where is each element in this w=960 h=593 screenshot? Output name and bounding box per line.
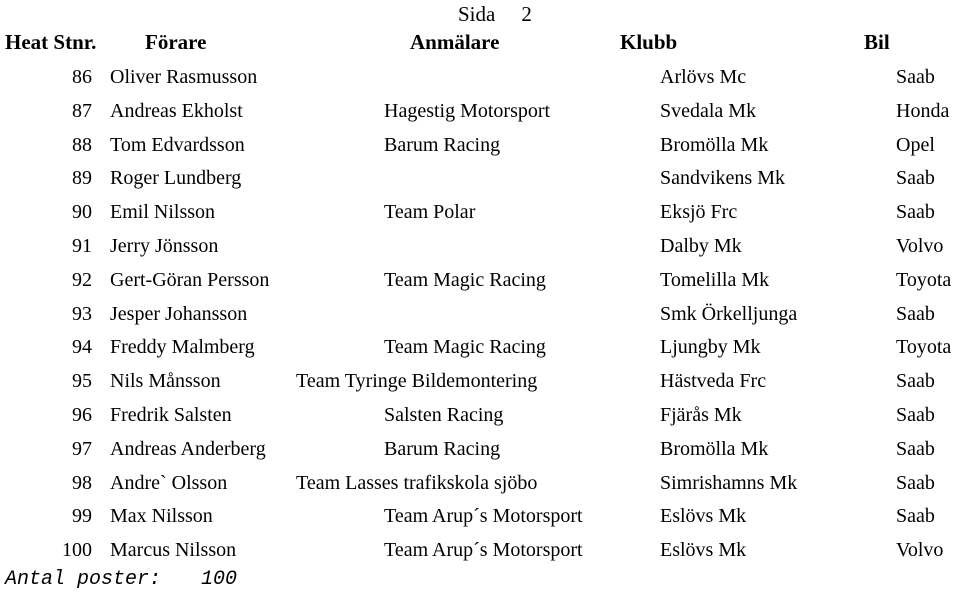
- entrant-name: Barum Racing: [384, 133, 501, 156]
- club-name: Eslövs Mk: [660, 505, 747, 528]
- table-row: [0, 366, 960, 400]
- driver-name: Andreas Anderberg: [110, 437, 266, 460]
- car-make: Saab: [896, 167, 935, 190]
- club-name: Arlövs Mc: [660, 66, 747, 88]
- car-make: Saab: [896, 437, 935, 460]
- table-row: [0, 231, 960, 265]
- table-row: [0, 299, 960, 333]
- club-name: Eslövs Mk: [660, 539, 747, 562]
- record-count-label: Antal poster:: [5, 568, 162, 591]
- entrant-name: Hagestig Motorsport: [384, 99, 551, 122]
- start-number: 91: [72, 234, 92, 257]
- driver-name: Max Nilsson: [110, 505, 213, 528]
- car-make: Saab: [896, 66, 935, 88]
- start-number: 98: [72, 471, 92, 494]
- entrant-name: Team Arup´s Motorsport: [384, 539, 583, 562]
- club-name: Bromölla Mk: [660, 133, 769, 156]
- club-name: Simrishamns Mk: [660, 471, 798, 494]
- club-name: Eksjö Frc: [660, 201, 738, 224]
- page-number: 2: [521, 2, 532, 26]
- entrant-name: Salsten Racing: [384, 403, 504, 426]
- record-count-value: 100: [201, 568, 238, 591]
- driver-name: Andre` Olsson: [110, 471, 228, 494]
- column-header-forare: Förare: [145, 30, 207, 54]
- start-number: 86: [72, 66, 92, 88]
- driver-name: Gert-Göran Persson: [110, 268, 270, 291]
- record-count-footer: [5, 568, 237, 591]
- entrant-name: Team Magic Racing: [384, 268, 546, 291]
- car-make: Opel: [896, 133, 935, 156]
- club-name: Smk Örkelljunga: [660, 302, 798, 325]
- driver-name: Andreas Ekholst: [110, 99, 243, 122]
- column-header-anmalare: Anmälare: [410, 30, 500, 54]
- entrant-name: Team Polar: [384, 201, 476, 224]
- car-make: Saab: [896, 201, 935, 224]
- start-number: 92: [72, 268, 92, 291]
- table-row: [0, 265, 960, 299]
- club-name: Dalby Mk: [660, 234, 742, 257]
- car-make: Volvo: [896, 539, 944, 562]
- column-header-klubb: Klubb: [620, 30, 678, 54]
- table-row: [0, 400, 960, 434]
- start-number: 94: [72, 336, 92, 359]
- page-header: [458, 2, 532, 27]
- entrant-name: Team Magic Racing: [384, 336, 546, 359]
- entrant-name: Team Lasses trafikskola sjöbo: [296, 471, 538, 494]
- club-name: Ljungby Mk: [660, 336, 761, 359]
- driver-name: Oliver Rasmusson: [110, 66, 258, 88]
- table-row: [0, 434, 960, 468]
- column-header-heat: Heat Stnr.: [5, 30, 97, 54]
- car-make: Saab: [896, 370, 935, 393]
- driver-name: Fredrik Salsten: [110, 403, 232, 426]
- driver-name: Tom Edvardsson: [110, 133, 245, 156]
- car-make: Honda: [896, 99, 950, 122]
- start-number: 97: [72, 437, 92, 460]
- table-row: [0, 96, 960, 130]
- car-make: Saab: [896, 403, 935, 426]
- column-header-bil: Bil: [864, 30, 890, 54]
- car-make: Saab: [896, 302, 935, 325]
- table-row: [0, 468, 960, 502]
- entrant-name: Barum Racing: [384, 437, 501, 460]
- column-headers: [0, 30, 960, 56]
- entry-list: [0, 62, 960, 569]
- club-name: Hästveda Frc: [660, 370, 767, 393]
- driver-name: Nils Månsson: [110, 370, 221, 393]
- car-make: Volvo: [896, 234, 944, 257]
- table-row: [0, 332, 960, 366]
- club-name: Bromölla Mk: [660, 437, 769, 460]
- start-number: 99: [72, 505, 92, 528]
- start-number: 88: [72, 133, 92, 156]
- driver-name: Roger Lundberg: [110, 167, 242, 190]
- car-make: Toyota: [896, 336, 952, 359]
- page-label: Sida: [458, 2, 496, 26]
- table-row: [0, 163, 960, 197]
- car-make: Saab: [896, 505, 935, 528]
- club-name: Svedala Mk: [660, 99, 757, 122]
- start-number: 90: [72, 201, 92, 224]
- club-name: Tomelilla Mk: [660, 268, 770, 291]
- driver-name: Jerry Jönsson: [110, 234, 219, 257]
- table-row: [0, 197, 960, 231]
- car-make: Toyota: [896, 268, 952, 291]
- table-row: [0, 501, 960, 535]
- start-number: 96: [72, 403, 92, 426]
- table-row: [0, 535, 960, 569]
- car-make: Saab: [896, 471, 935, 494]
- table-row: [0, 130, 960, 164]
- start-number: 95: [72, 370, 92, 393]
- start-number: 100: [62, 539, 92, 562]
- club-name: Sandvikens Mk: [660, 167, 785, 190]
- entrant-name: Team Arup´s Motorsport: [384, 505, 583, 528]
- start-number: 93: [72, 302, 92, 325]
- start-number: 89: [72, 167, 92, 190]
- driver-name: Freddy Malmberg: [110, 336, 255, 359]
- start-number: 87: [72, 99, 92, 122]
- entrant-name: Team Tyringe Bildemontering: [296, 370, 538, 393]
- club-name: Fjärås Mk: [660, 403, 742, 426]
- table-row: [0, 62, 960, 96]
- driver-name: Jesper Johansson: [110, 302, 248, 325]
- driver-name: Marcus Nilsson: [110, 539, 237, 562]
- driver-name: Emil Nilsson: [110, 201, 216, 224]
